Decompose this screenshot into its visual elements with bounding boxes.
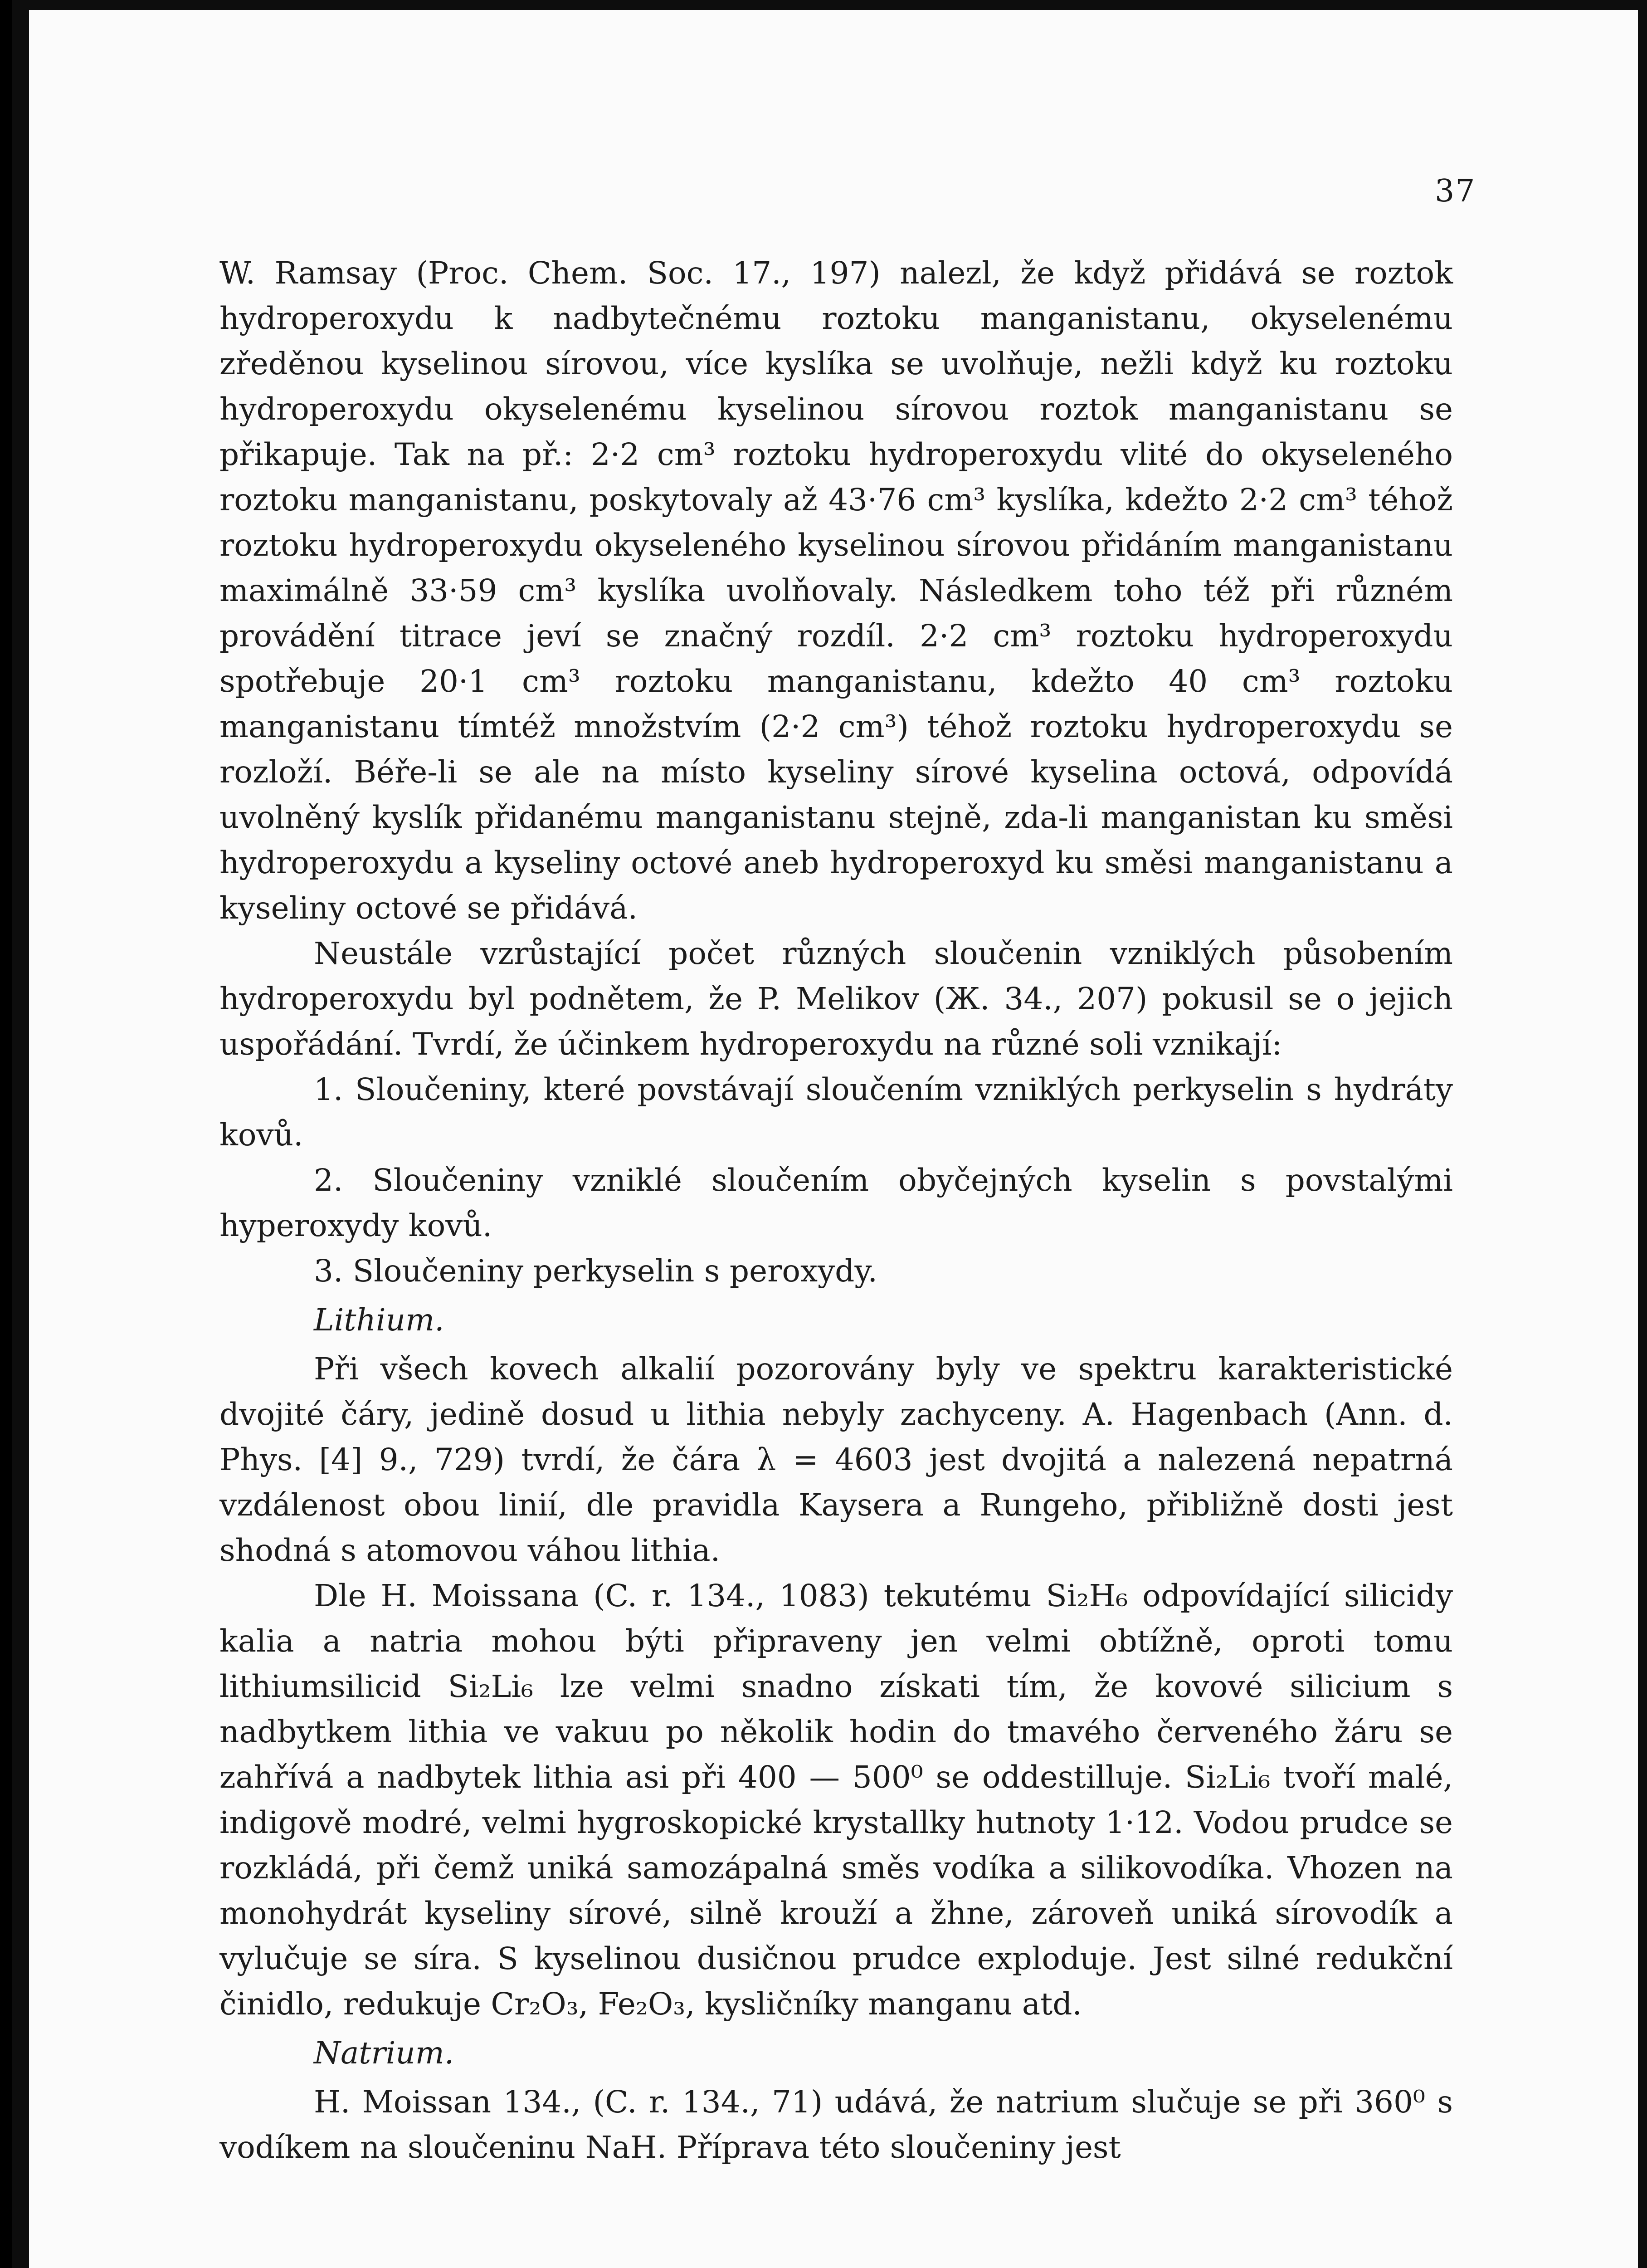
- section-heading-lithium: Lithium.: [314, 1302, 444, 1338]
- paragraph-moissan-silicide: Dle H. Moissana (C. r. 134., 1083) tekutému Si₂H₆ odpovídající silicidy kalia a natria mohou býti připraveny jen velmi obtížně, oproti tomu lithiumsilicid Si₂Li₆ lze velmi snadno získati tím, že kovové silicium s nadbytkem lithia ve vakuu po několik hodin do tmavého červeného žáru se zahřívá a nadbytek lithia asi při 400 — 500⁰ se oddestilluje. Si₂Li₆ tvoří malé, indigově modré, velmi hygroskopické krystallky hutnoty 1·12. Vodou prudce se rozkládá, při čemž uniká samozápalná směs vodíka a silikovodíka. Vhozen na monohydrát kyseliny sírové, silně krouží a žhne, zároveň uniká sírovodík a vylučuje se síra. S kyselinou dusičnou prudce exploduje. Jest silné redukční činidlo, redukuje Cr₂O₃, Fe₂O₃, kysličníky manganu atd.: [219, 1578, 1453, 2022]
- page-number: 37: [1435, 173, 1476, 209]
- paragraph-melikov: Neustále vzrůstající počet různých sloučenin vzniklých působením hydroperoxydu byl podnětem, že P. Melikov (Ж. 34., 207) pokusil se o jejich uspořádání. Tvrdí, že účinkem hydroperoxydu na různé soli vznikají:: [219, 935, 1453, 1062]
- list-compounds: [219, 1067, 1453, 1294]
- book-page: [29, 10, 1638, 2268]
- paragraph-moissan-natrium: H. Moissan 134., (C. r. 134., 71) udává, že natrium slučuje se při 360⁰ s vodíkem na sloučeninu NaH. Příprava této sloučeniny jest: [219, 2084, 1453, 2165]
- list-item: 1. Sloučeniny, které povstávají sloučením vzniklých perkyselin s hydráty kovů.: [219, 1071, 1453, 1153]
- paragraph-ramsay: W. Ramsay (Proc. Chem. Soc. 17., 197) nalezl, že když přidává se roztok hydroperoxydu k nadbytečnému roztoku manganistanu, okyselenému zředěnou kyselinou sírovou, více kyslíka se uvolňuje, nežli když ku roztoku hydroperoxydu okyselenému kyselinou sírovou roztok manganistanu se přikapuje. Tak na př.: 2·2 cm³ roztoku hydroperoxydu vlité do okyseleného roztoku manganistanu, poskytovaly až 43·76 cm³ kyslíka, kdežto 2·2 cm³ téhož roztoku hydroperoxydu okyseleného kyselinou sírovou přidáním manganistanu maximálně 33·59 cm³ kyslíka uvolňovaly. Následkem toho též při různém provádění titrace jeví se značný rozdíl. 2·2 cm³ roztoku hydroperoxydu spotřebuje 20·1 cm³ roztoku manganistanu, kdežto 40 cm³ roztoku manganistanu tímtéž množstvím (2·2 cm³) téhož roztoku hydroperoxydu se rozloží. Béře-li se ale na místo kyseliny sírové kyselina octová, odpovídá uvolněný kyslík přidanému manganistanu stejně, zda-li manganistan ku směsi hydroperoxydu a kyseliny octové aneb hydroperoxyd ku směsi manganistanu a kyseliny octové se přidává.: [219, 255, 1453, 926]
- paragraph-hagenbach: Při všech kovech alkalií pozorovány byly ve spektru karakteristické dvojité čáry, jedině dosud u lithia nebyly zachyceny. A. Hagenbach (Ann. d. Phys. [4] 9., 729) tvrdí, že čára λ = 4603 jest dvojitá a nalezená nepatrná vzdálenost obou linií, dle pravidla Kaysera a Rungeho, přibližně dosti jest shodná s atomovou váhou lithia.: [219, 1351, 1453, 1568]
- scan-edge: [0, 0, 12, 2268]
- list-item: 3. Sloučeniny perkyselin s peroxydy.: [314, 1253, 878, 1289]
- list-item: 2. Sloučeniny vzniklé sloučením obyčejných kyselin s povstalými hyperoxydy kovů.: [219, 1162, 1453, 1243]
- section-heading-natrium: Natrium.: [314, 2035, 454, 2071]
- page-body: [219, 250, 1453, 2170]
